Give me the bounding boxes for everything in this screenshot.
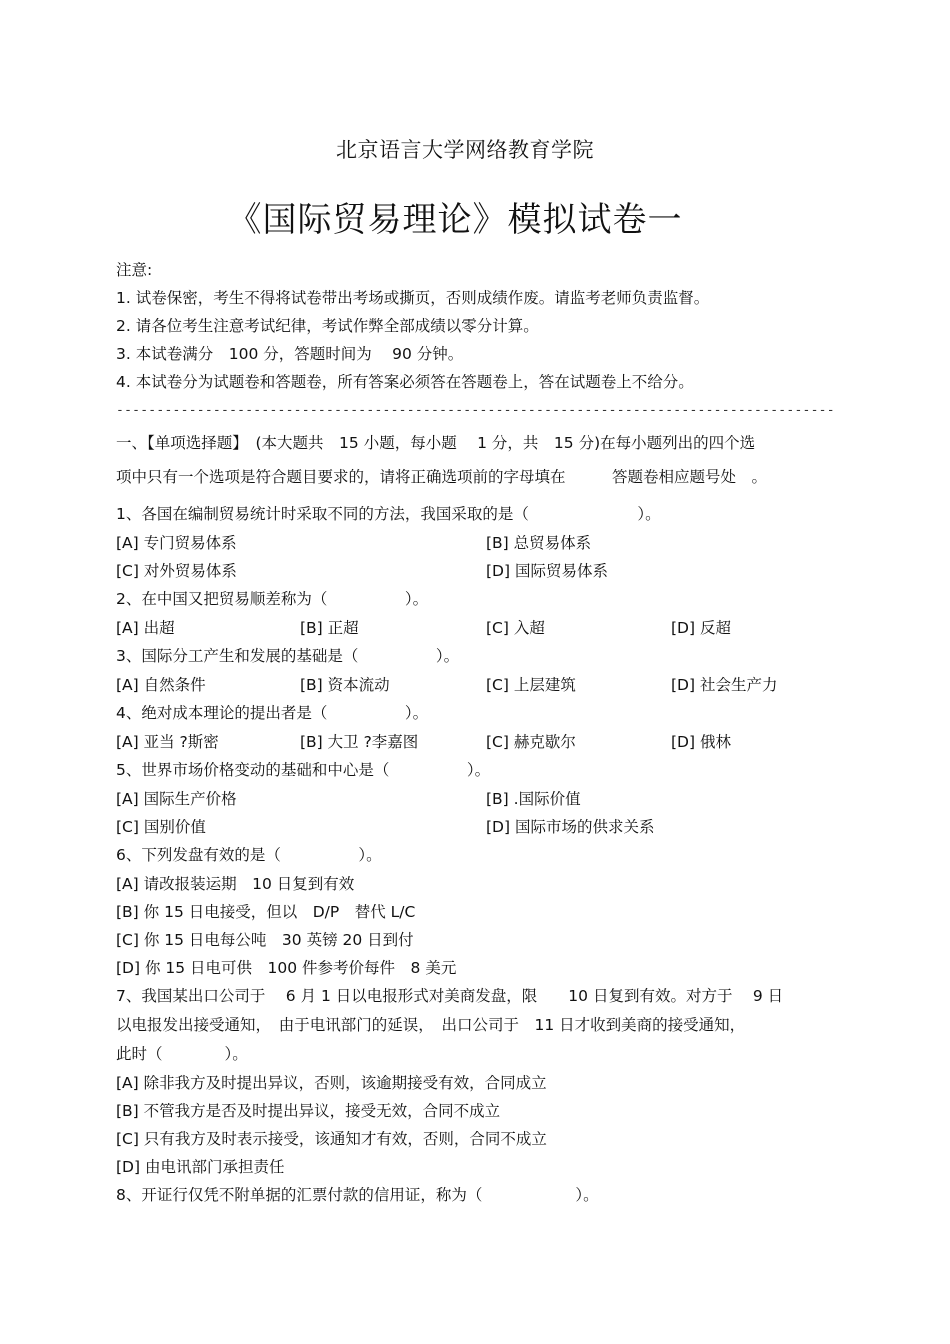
option-d: [D] 你 15 日电可供 100 件参考价每件 8 美元 (116, 959, 457, 977)
question-stem: 7、我国某出口公司于 6 月 1 日以电报形式对美商发盘，限 10 日复到有效。对方于 9 日 (116, 987, 784, 1005)
option-row (116, 614, 838, 642)
question-stem: 6、下列发盘有效的是（ ）。 (116, 846, 382, 864)
option-b: [B] 总贸易体系 (486, 534, 592, 552)
question-stem: 3、国际分工产生和发展的基础是（ ）。 (116, 647, 460, 665)
option-b: [B] 正超 (300, 619, 359, 637)
divider-line: ----------------------------------------------------------------------------------------- (116, 403, 835, 418)
option-row (116, 728, 838, 756)
option-row (116, 785, 838, 813)
question-stem: 5、世界市场价格变动的基础和中心是（ ）。 (116, 761, 491, 779)
question-stem: 1、各国在编制贸易统计时采取不同的方法，我国采取的是（ ）。 (116, 505, 661, 523)
option-d: [D] 国际贸易体系 (486, 562, 608, 580)
option-c: [C] 上层建筑 (486, 676, 576, 694)
question-stem: 此时（ ）。 (116, 1045, 248, 1063)
option-c: [C] 国别价值 (116, 818, 206, 836)
option-a: [A] 请改报装运期 10 日复到有效 (116, 875, 355, 893)
option-a: [A] 亚当 ?斯密 (116, 733, 219, 751)
notes-heading: 注意: (116, 261, 153, 279)
note-item: 4. 本试卷分为试题卷和答题卷，所有答案必须答在答题卷上，答在试题卷上不给分。 (116, 373, 694, 391)
question-stem: 4、绝对成本理论的提出者是（ ）。 (116, 704, 429, 722)
option-c: [C] 你 15 日电每公吨 30 英镑 20 日到付 (116, 931, 414, 949)
option-c: [C] 入超 (486, 619, 545, 637)
option-a: [A] 除非我方及时提出异议，否则，该逾期接受有效，合同成立 (116, 1074, 547, 1092)
note-item: 1. 试卷保密，考生不得将试卷带出考场或撕页，否则成绩作废。请监考老师负责监督。 (116, 289, 710, 307)
option-b: [B] 你 15 日电接受，但以 D/P 替代 L/C (116, 903, 416, 921)
option-row (116, 671, 838, 699)
option-d: [D] 反超 (671, 619, 731, 637)
option-d: [D] 由电讯部门承担责任 (116, 1158, 285, 1176)
option-b: [B] 资本流动 (300, 676, 390, 694)
question-stem: 8、开证行仅凭不附单据的汇票付款的信用证，称为（ ）。 (116, 1186, 599, 1204)
question-stem: 以电报发出接受通知， 由于电讯部门的延误， 出口公司于 11 日才收到美商的接受通知， (116, 1016, 746, 1034)
option-a: [A] 国际生产价格 (116, 790, 237, 808)
option-c: [C] 只有我方及时表示接受，该通知才有效，否则，合同不成立 (116, 1130, 547, 1148)
option-b: [B] 大卫 ?李嘉图 (300, 733, 419, 751)
option-c: [C] 对外贸易体系 (116, 562, 237, 580)
note-item: 2. 请各位考生注意考试纪律，考试作弊全部成绩以零分计算。 (116, 317, 539, 335)
option-d: [D] 国际市场的供求关系 (486, 818, 655, 836)
exam-title: 《国际贸易理论》模拟试卷一 (227, 200, 683, 240)
option-a: [A] 自然条件 (116, 676, 206, 694)
note-item: 3. 本试卷满分 100 分，答题时间为 90 分钟。 (116, 345, 464, 363)
option-d: [D] 社会生产力 (671, 676, 778, 694)
institution-title: 北京语言大学网络教育学院 (336, 138, 594, 162)
option-b: [B] 不管我方是否及时提出异议，接受无效，合同不成立 (116, 1102, 501, 1120)
option-row (116, 529, 838, 557)
option-row (116, 813, 838, 841)
exam-content (116, 256, 838, 1210)
section-instruction: 一、【单项选择题】 (本大题共 15 小题，每小题 1 分，共 15 分)在每小题列出的四个选 (116, 434, 756, 452)
option-a: [A] 出超 (116, 619, 175, 637)
option-c: [C] 赫克歇尔 (486, 733, 576, 751)
section-instruction: 项中只有一个选项是符合题目要求的，请将正确选项前的字母填在 答题卷相应题号处 。 (116, 468, 768, 486)
question-stem: 2、在中国又把贸易顺差称为（ ）。 (116, 590, 429, 608)
option-row (116, 557, 838, 585)
option-a: [A] 专门贸易体系 (116, 534, 237, 552)
option-d: [D] 俄林 (671, 733, 731, 751)
option-b: [B] .国际价值 (486, 790, 581, 808)
